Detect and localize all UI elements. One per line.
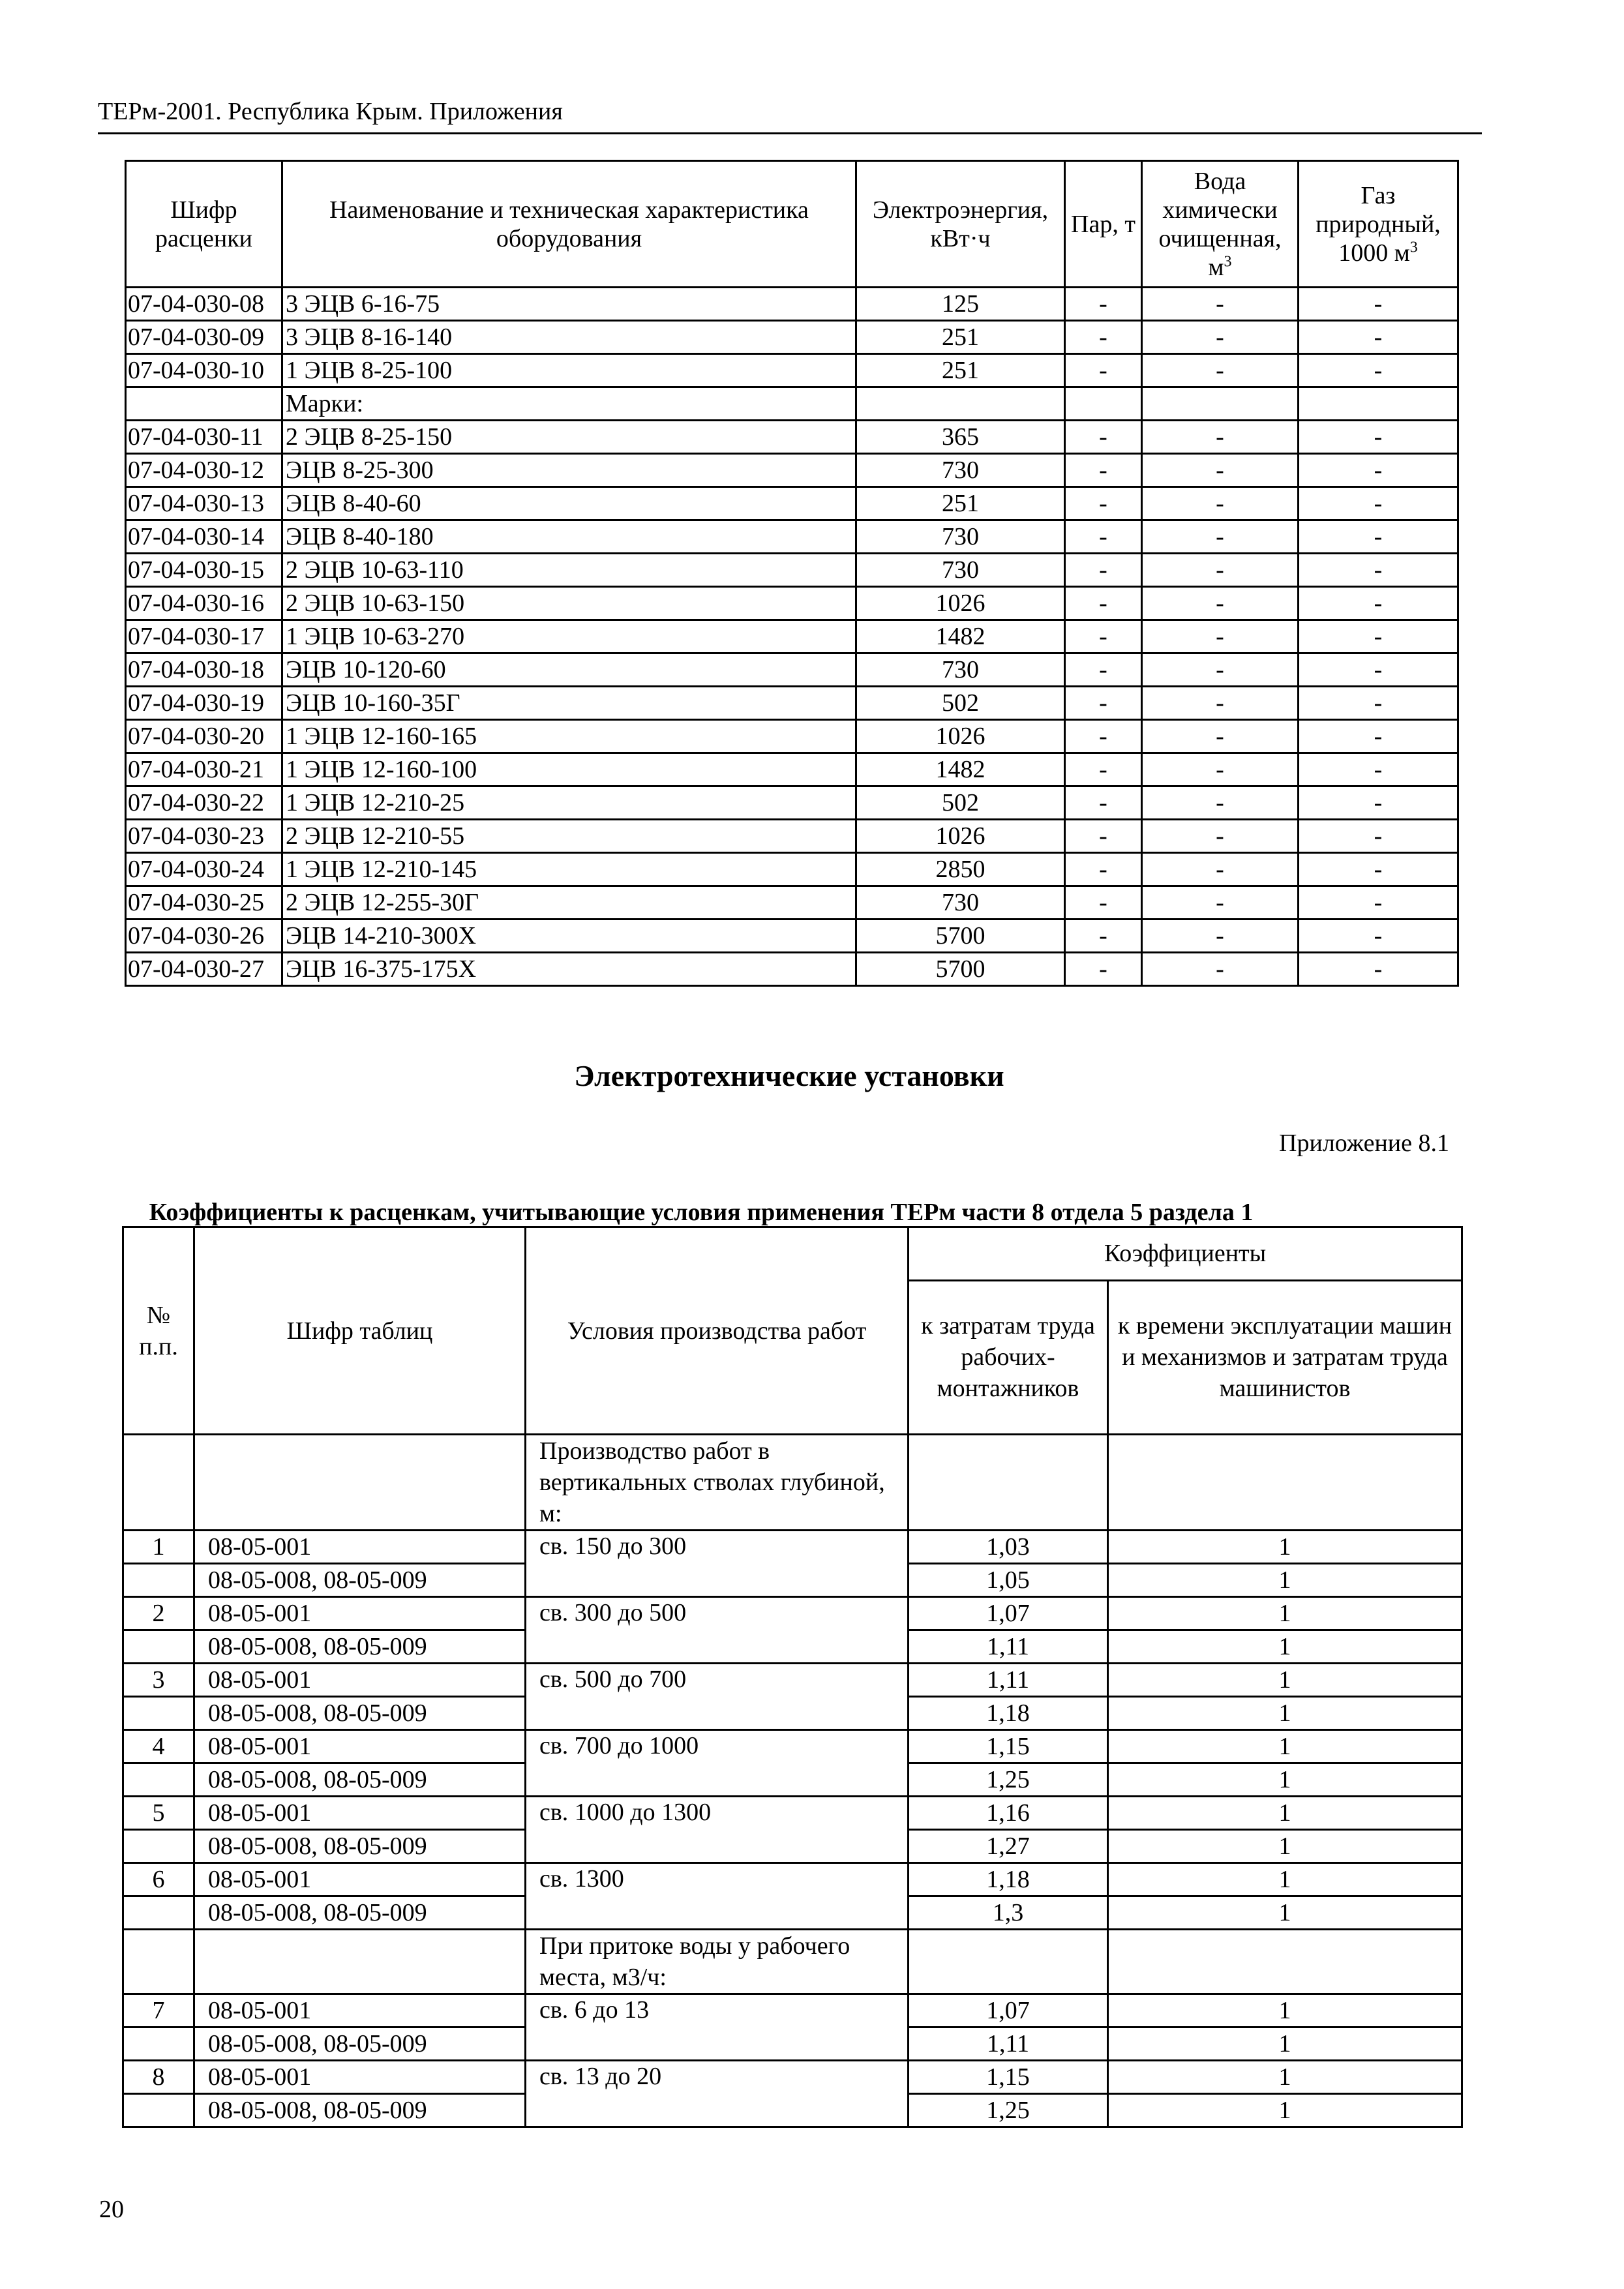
cell-steam: -	[1065, 620, 1142, 653]
col-header-labor: к затратам труда рабочих-монтажников	[909, 1280, 1108, 1434]
cell-gas: -	[1299, 786, 1458, 820]
cell-code: 07-04-030-19	[126, 687, 282, 720]
cell-steam: -	[1065, 321, 1142, 354]
cell-machines: 1	[1108, 2061, 1462, 2094]
table-row	[126, 421, 1458, 454]
cell-electricity: 502	[856, 786, 1065, 820]
cell-num	[123, 1930, 194, 1994]
cell-water: -	[1142, 853, 1299, 886]
page-number: 20	[99, 2196, 124, 2223]
cell-num: 7	[123, 1994, 194, 2027]
table-row	[123, 1797, 1462, 1830]
cell-water: -	[1142, 554, 1299, 587]
table-header-row	[123, 1227, 1462, 1281]
cell-labor: 1,15	[909, 2061, 1108, 2094]
cell-name: 1 ЭЦВ 12-160-165	[282, 720, 856, 753]
table-row	[123, 1730, 1462, 1763]
cell-name: Марки:	[282, 387, 856, 421]
cell-num	[123, 1435, 194, 1531]
cell-code	[126, 387, 282, 421]
cell-condition: св. 1000 до 1300	[526, 1797, 909, 1863]
cell-steam: -	[1065, 354, 1142, 387]
coefficients-table	[122, 1226, 1463, 2128]
cell-num: 3	[123, 1664, 194, 1697]
cell-code: 08-05-008, 08-05-009	[194, 1564, 526, 1597]
table-header-row	[126, 161, 1458, 288]
table-row	[126, 720, 1458, 753]
cell-machines	[1108, 1930, 1462, 1994]
cell-electricity: 1482	[856, 753, 1065, 786]
cell-electricity: 1026	[856, 587, 1065, 620]
cell-steam: -	[1065, 953, 1142, 986]
cell-num: 2	[123, 1597, 194, 1630]
cell-water: -	[1142, 520, 1299, 554]
cell-code: 07-04-030-21	[126, 753, 282, 786]
cell-water: -	[1142, 753, 1299, 786]
cell-water: -	[1142, 820, 1299, 853]
cell-code: 07-04-030-20	[126, 720, 282, 753]
cell-code: 07-04-030-11	[126, 421, 282, 454]
cell-code	[194, 1930, 526, 1994]
cell-water: -	[1142, 786, 1299, 820]
table-row	[126, 786, 1458, 820]
cell-code: 08-05-001	[194, 1863, 526, 1896]
cell-gas: -	[1299, 587, 1458, 620]
cell-electricity: 251	[856, 487, 1065, 520]
cell-water: -	[1142, 354, 1299, 387]
cell-steam: -	[1065, 587, 1142, 620]
header-rule	[98, 132, 1482, 134]
cell-code: 07-04-030-14	[126, 520, 282, 554]
table-row	[123, 2061, 1462, 2094]
cell-machines: 1	[1108, 1664, 1462, 1697]
cell-gas: -	[1299, 653, 1458, 687]
cell-steam: -	[1065, 421, 1142, 454]
cell-labor: 1,3	[909, 1896, 1108, 1930]
cell-machines: 1	[1108, 1763, 1462, 1797]
cell-condition: св. 6 до 13	[526, 1994, 909, 2061]
section-title: Электротехнические установки	[574, 1059, 1004, 1092]
cell-electricity: 730	[856, 886, 1065, 920]
cell-labor: 1,11	[909, 1630, 1108, 1664]
cell-gas: -	[1299, 853, 1458, 886]
cell-condition: св. 700 до 1000	[526, 1730, 909, 1797]
cell-num	[123, 2027, 194, 2061]
cell-electricity: 1482	[856, 620, 1065, 653]
cell-code: 07-04-030-24	[126, 853, 282, 886]
table-row	[126, 820, 1458, 853]
cell-electricity: 730	[856, 653, 1065, 687]
cell-gas: -	[1299, 620, 1458, 653]
cell-code: 08-05-001	[194, 2061, 526, 2094]
cell-code: 08-05-008, 08-05-009	[194, 1763, 526, 1797]
cell-code: 08-05-001	[194, 1797, 526, 1830]
cell-machines: 1	[1108, 1863, 1462, 1896]
cell-gas: -	[1299, 953, 1458, 986]
cell-num: 4	[123, 1730, 194, 1763]
cell-num	[123, 1830, 194, 1863]
table-row	[126, 653, 1458, 687]
cell-water: -	[1142, 454, 1299, 487]
cell-name: ЭЦВ 14-210-300Х	[282, 920, 856, 953]
cell-name: 1 ЭЦВ 12-210-25	[282, 786, 856, 820]
cell-name: ЭЦВ 8-40-60	[282, 487, 856, 520]
table-row	[126, 587, 1458, 620]
cell-code: 07-04-030-08	[126, 288, 282, 321]
cell-gas: -	[1299, 687, 1458, 720]
table-row	[126, 554, 1458, 587]
cell-gas: -	[1299, 720, 1458, 753]
col-header-coefficients: Коэффициенты	[909, 1227, 1462, 1281]
col-header-water: Вода химически очищенная, $м^3$	[1142, 161, 1299, 288]
cell-code: 07-04-030-12	[126, 454, 282, 487]
cell-num	[123, 1697, 194, 1730]
group-heading-row	[123, 1435, 1462, 1531]
table-row	[123, 1863, 1462, 1896]
cell-electricity	[856, 387, 1065, 421]
table-row	[126, 953, 1458, 986]
cell-code: 07-04-030-16	[126, 587, 282, 620]
equipment-resources-table	[125, 160, 1459, 987]
cell-machines: 1	[1108, 1597, 1462, 1630]
cell-gas: -	[1299, 753, 1458, 786]
table-row	[126, 288, 1458, 321]
cell-num	[123, 1896, 194, 1930]
cell-steam: -	[1065, 653, 1142, 687]
cell-steam: -	[1065, 753, 1142, 786]
cell-electricity: 5700	[856, 920, 1065, 953]
col-header-steam: Пар, т	[1065, 161, 1142, 288]
cell-electricity: 1026	[856, 720, 1065, 753]
cell-code: 07-04-030-22	[126, 786, 282, 820]
cell-code: 07-04-030-13	[126, 487, 282, 520]
cell-labor	[909, 1435, 1108, 1531]
cell-gas: -	[1299, 288, 1458, 321]
table-row	[126, 886, 1458, 920]
cell-machines	[1108, 1435, 1462, 1531]
cell-code: 08-05-001	[194, 1531, 526, 1564]
cell-water: -	[1142, 886, 1299, 920]
cell-code	[194, 1435, 526, 1531]
cell-condition: св. 300 до 500	[526, 1597, 909, 1664]
cell-water: -	[1142, 920, 1299, 953]
cell-code: 08-05-008, 08-05-009	[194, 2027, 526, 2061]
cell-machines: 1	[1108, 1697, 1462, 1730]
cell-gas: -	[1299, 886, 1458, 920]
cell-name: ЭЦВ 16-375-175Х	[282, 953, 856, 986]
cell-electricity: 5700	[856, 953, 1065, 986]
cell-electricity: 2850	[856, 853, 1065, 886]
col-header-conditions: Условия производства работ	[526, 1227, 909, 1435]
table-row	[126, 321, 1458, 354]
cell-machines: 1	[1108, 2094, 1462, 2127]
cell-gas: -	[1299, 520, 1458, 554]
cell-labor	[909, 1930, 1108, 1994]
cell-code: 07-04-030-10	[126, 354, 282, 387]
cell-water: -	[1142, 687, 1299, 720]
cell-num: 1	[123, 1531, 194, 1564]
cell-labor: 1,15	[909, 1730, 1108, 1763]
cell-num	[123, 1564, 194, 1597]
cell-electricity: 251	[856, 354, 1065, 387]
col-header-gas: Газ природный, 1000 $м^3$	[1299, 161, 1458, 288]
cell-machines: 1	[1108, 1564, 1462, 1597]
cell-labor: 1,11	[909, 1664, 1108, 1697]
cell-electricity: 730	[856, 454, 1065, 487]
cell-steam: -	[1065, 554, 1142, 587]
table-row	[123, 1597, 1462, 1630]
cell-name: 3 ЭЦВ 6-16-75	[282, 288, 856, 321]
cell-water: -	[1142, 288, 1299, 321]
cell-name: 2 ЭЦВ 10-63-150	[282, 587, 856, 620]
cell-electricity: 251	[856, 321, 1065, 354]
cell-condition: св. 13 до 20	[526, 2061, 909, 2127]
cell-water: -	[1142, 487, 1299, 520]
col-header-electricity: Электроэнергия, кВт·ч	[856, 161, 1065, 288]
cell-water: -	[1142, 953, 1299, 986]
cell-code: 07-04-030-18	[126, 653, 282, 687]
cell-name: ЭЦВ 8-25-300	[282, 454, 856, 487]
cell-steam: -	[1065, 720, 1142, 753]
cell-machines: 1	[1108, 1994, 1462, 2027]
cell-name: ЭЦВ 10-120-60	[282, 653, 856, 687]
cell-gas: -	[1299, 920, 1458, 953]
cell-machines: 1	[1108, 1630, 1462, 1664]
cell-machines: 1	[1108, 1896, 1462, 1930]
table-row	[126, 487, 1458, 520]
cell-machines: 1	[1108, 1797, 1462, 1830]
cell-steam: -	[1065, 786, 1142, 820]
cell-code: 07-04-030-25	[126, 886, 282, 920]
cell-gas: -	[1299, 487, 1458, 520]
cell-water: -	[1142, 653, 1299, 687]
cell-labor: 1,25	[909, 1763, 1108, 1797]
cell-labor: 1,18	[909, 1863, 1108, 1896]
cell-steam: -	[1065, 288, 1142, 321]
cell-name: 2 ЭЦВ 8-25-150	[282, 421, 856, 454]
cell-name: 1 ЭЦВ 10-63-270	[282, 620, 856, 653]
cell-condition-heading: При притоке воды у рабочего места, м3/ч:	[526, 1930, 909, 1994]
cell-steam: -	[1065, 487, 1142, 520]
table-row	[126, 920, 1458, 953]
cell-name: ЭЦВ 10-160-35Г	[282, 687, 856, 720]
cell-labor: 1,27	[909, 1830, 1108, 1863]
cell-labor: 1,07	[909, 1597, 1108, 1630]
cell-labor: 1,05	[909, 1564, 1108, 1597]
cell-gas: -	[1299, 820, 1458, 853]
table-row	[126, 520, 1458, 554]
table-row	[123, 1664, 1462, 1697]
cell-name: 2 ЭЦВ 10-63-110	[282, 554, 856, 587]
cell-water: -	[1142, 587, 1299, 620]
cell-labor: 1,16	[909, 1797, 1108, 1830]
col-header-name: Наименование и техническая характеристика оборудования	[282, 161, 856, 288]
cell-code: 07-04-030-17	[126, 620, 282, 653]
col-header-code: Шифр расценки	[126, 161, 282, 288]
cell-water: -	[1142, 720, 1299, 753]
running-header: ТЕРм-2001. Республика Крым. Приложения	[98, 98, 563, 125]
cell-gas: -	[1299, 554, 1458, 587]
cell-num	[123, 1763, 194, 1797]
cell-labor: 1,25	[909, 2094, 1108, 2127]
cell-num: 6	[123, 1863, 194, 1896]
cell-steam: -	[1065, 853, 1142, 886]
cell-machines: 1	[1108, 2027, 1462, 2061]
cell-name: 2 ЭЦВ 12-255-30Г	[282, 886, 856, 920]
table-row	[126, 620, 1458, 653]
cell-water: -	[1142, 321, 1299, 354]
cell-water	[1142, 387, 1299, 421]
cell-steam: -	[1065, 886, 1142, 920]
cell-name: 1 ЭЦВ 12-160-100	[282, 753, 856, 786]
cell-electricity: 365	[856, 421, 1065, 454]
cell-code: 08-05-001	[194, 1664, 526, 1697]
cell-electricity: 730	[856, 520, 1065, 554]
cell-electricity: 125	[856, 288, 1065, 321]
cell-code: 08-05-001	[194, 1730, 526, 1763]
cell-code: 08-05-008, 08-05-009	[194, 1697, 526, 1730]
cell-gas: -	[1299, 321, 1458, 354]
cell-machines: 1	[1108, 1830, 1462, 1863]
cell-code: 08-05-001	[194, 1994, 526, 2027]
cell-name: 1 ЭЦВ 8-25-100	[282, 354, 856, 387]
cell-code: 07-04-030-15	[126, 554, 282, 587]
table-row	[123, 1994, 1462, 2027]
cell-labor: 1,18	[909, 1697, 1108, 1730]
cell-condition: св. 1300	[526, 1863, 909, 1930]
cell-name: 1 ЭЦВ 12-210-145	[282, 853, 856, 886]
group-heading-row	[123, 1930, 1462, 1994]
cell-name: 2 ЭЦВ 12-210-55	[282, 820, 856, 853]
col-header-num: № п.п.	[123, 1227, 194, 1435]
cell-machines: 1	[1108, 1531, 1462, 1564]
cell-num	[123, 1630, 194, 1664]
table-row	[126, 454, 1458, 487]
cell-code: 07-04-030-09	[126, 321, 282, 354]
cell-code: 07-04-030-27	[126, 953, 282, 986]
col-header-code: Шифр таблиц	[194, 1227, 526, 1435]
cell-gas: -	[1299, 354, 1458, 387]
cell-gas: -	[1299, 421, 1458, 454]
cell-steam: -	[1065, 520, 1142, 554]
cell-steam: -	[1065, 687, 1142, 720]
table-row	[126, 853, 1458, 886]
cell-code: 08-05-008, 08-05-009	[194, 1630, 526, 1664]
cell-name: ЭЦВ 8-40-180	[282, 520, 856, 554]
table-caption: Коэффициенты к расценкам, учитывающие условия применения ТЕРм части 8 отдела 5 раздела 1	[149, 1199, 1254, 1226]
table-row	[126, 354, 1458, 387]
cell-steam: -	[1065, 820, 1142, 853]
cell-gas	[1299, 387, 1458, 421]
cell-steam: -	[1065, 920, 1142, 953]
cell-code: 08-05-001	[194, 1597, 526, 1630]
table-row	[126, 753, 1458, 786]
cell-labor: 1,03	[909, 1531, 1108, 1564]
cell-machines: 1	[1108, 1730, 1462, 1763]
cell-code: 08-05-008, 08-05-009	[194, 1830, 526, 1863]
cell-water: -	[1142, 620, 1299, 653]
cell-electricity: 502	[856, 687, 1065, 720]
cell-condition-heading: Производство работ в вертикальных стволах глубиной, м:	[526, 1435, 909, 1531]
cell-num: 8	[123, 2061, 194, 2094]
cell-labor: 1,07	[909, 1994, 1108, 2027]
table-row	[126, 387, 1458, 421]
cell-gas: -	[1299, 454, 1458, 487]
cell-condition: св. 500 до 700	[526, 1664, 909, 1730]
cell-water: -	[1142, 421, 1299, 454]
appendix-label: Приложение 8.1	[1279, 1130, 1449, 1157]
col-header-machines: к времени эксплуатации машин и механизмов и затратам труда машинистов	[1108, 1280, 1462, 1434]
cell-labor: 1,11	[909, 2027, 1108, 2061]
cell-name: 3 ЭЦВ 8-16-140	[282, 321, 856, 354]
cell-num	[123, 2094, 194, 2127]
cell-code: 08-05-008, 08-05-009	[194, 1896, 526, 1930]
cell-steam	[1065, 387, 1142, 421]
cell-code: 08-05-008, 08-05-009	[194, 2094, 526, 2127]
cell-condition: св. 150 до 300	[526, 1531, 909, 1597]
table-row	[126, 687, 1458, 720]
cell-electricity: 730	[856, 554, 1065, 587]
cell-num: 5	[123, 1797, 194, 1830]
cell-code: 07-04-030-23	[126, 820, 282, 853]
cell-steam: -	[1065, 454, 1142, 487]
cell-code: 07-04-030-26	[126, 920, 282, 953]
table-row	[123, 1531, 1462, 1564]
cell-electricity: 1026	[856, 820, 1065, 853]
